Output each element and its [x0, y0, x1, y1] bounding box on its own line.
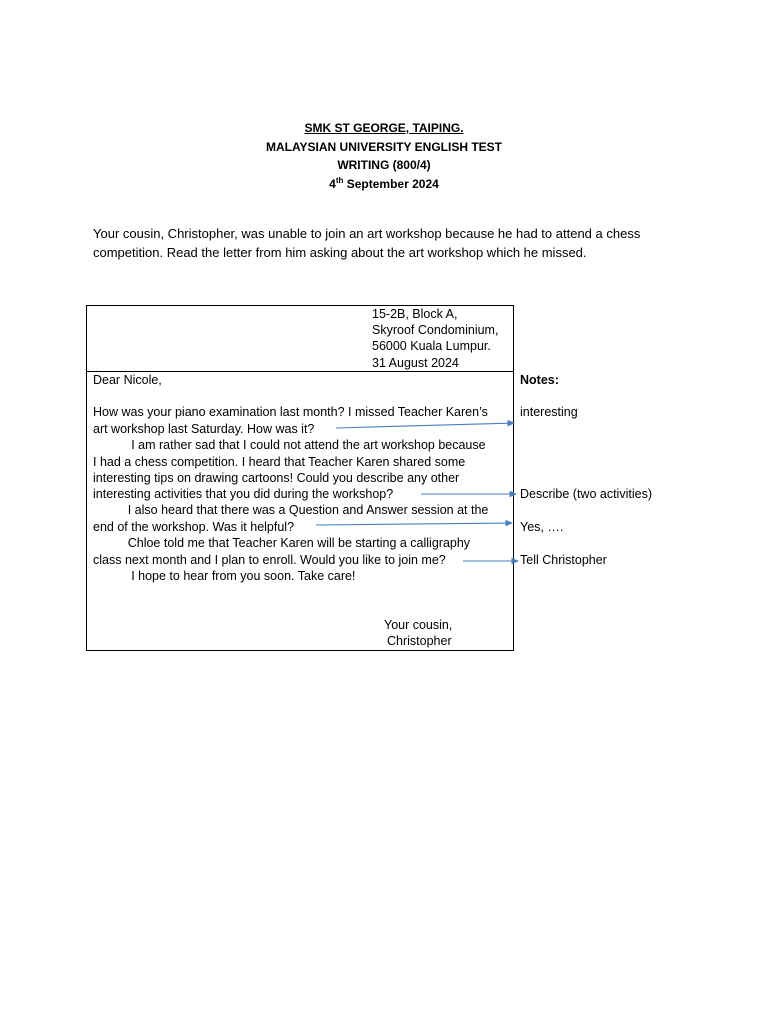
- instruction-line: competition. Read the letter from him asking about the art workshop which he missed.: [93, 245, 587, 260]
- letter-line: class next month and I plan to enroll. Would you like to join me?: [93, 553, 446, 567]
- closing: Your cousin,: [384, 618, 453, 632]
- address-line: Skyroof Condominium,: [372, 323, 499, 337]
- letter-date: 31 August 2024: [372, 356, 459, 370]
- salutation: Dear Nicole,: [93, 373, 162, 387]
- address-line: 15-2B, Block A,: [372, 307, 458, 321]
- task-instructions: [93, 224, 673, 262]
- note-item: Describe (two activities): [520, 487, 652, 501]
- school-name: SMK ST GEORGE, TAIPING.: [304, 121, 464, 135]
- notes-heading: Notes:: [520, 373, 559, 387]
- letter-line: interesting activities that you did during the workshop?: [93, 487, 394, 501]
- exam-title: MALAYSIAN UNIVERSITY ENGLISH TEST: [265, 139, 503, 154]
- letter-line: I had a chess competition. I heard that Teacher Karen shared some: [93, 455, 466, 469]
- letter-line: I am rather sad that I could not attend the art workshop because: [93, 438, 486, 452]
- note-item: Yes, ….: [520, 520, 564, 534]
- note-item: Tell Christopher: [520, 553, 607, 567]
- paper-title: WRITING (800/4): [337, 158, 431, 172]
- letter-line: art workshop last Saturday. How was it?: [93, 422, 315, 436]
- letter-line: I hope to hear from you soon. Take care!: [93, 569, 356, 583]
- note-item: interesting: [520, 405, 578, 419]
- letter-line: end of the workshop. Was it helpful?: [93, 520, 295, 534]
- letter-line: I also heard that there was a Question and Answer session at the: [93, 503, 489, 517]
- signature: Christopher: [387, 634, 452, 648]
- exam-date: 4th September 2024: [329, 175, 439, 191]
- letter-line: How was your piano examination last month? I missed Teacher Karen’s: [93, 405, 488, 419]
- address-line: 56000 Kuala Lumpur.: [372, 339, 491, 353]
- letter-line: Chloe told me that Teacher Karen will be starting a calligraphy: [93, 536, 471, 550]
- document-header: [0, 119, 768, 193]
- instruction-line: Your cousin, Christopher, was unable to join an art workshop because he had to attend a chess: [93, 226, 641, 241]
- letter-line: interesting tips on drawing cartoons! Could you describe any other: [93, 471, 460, 485]
